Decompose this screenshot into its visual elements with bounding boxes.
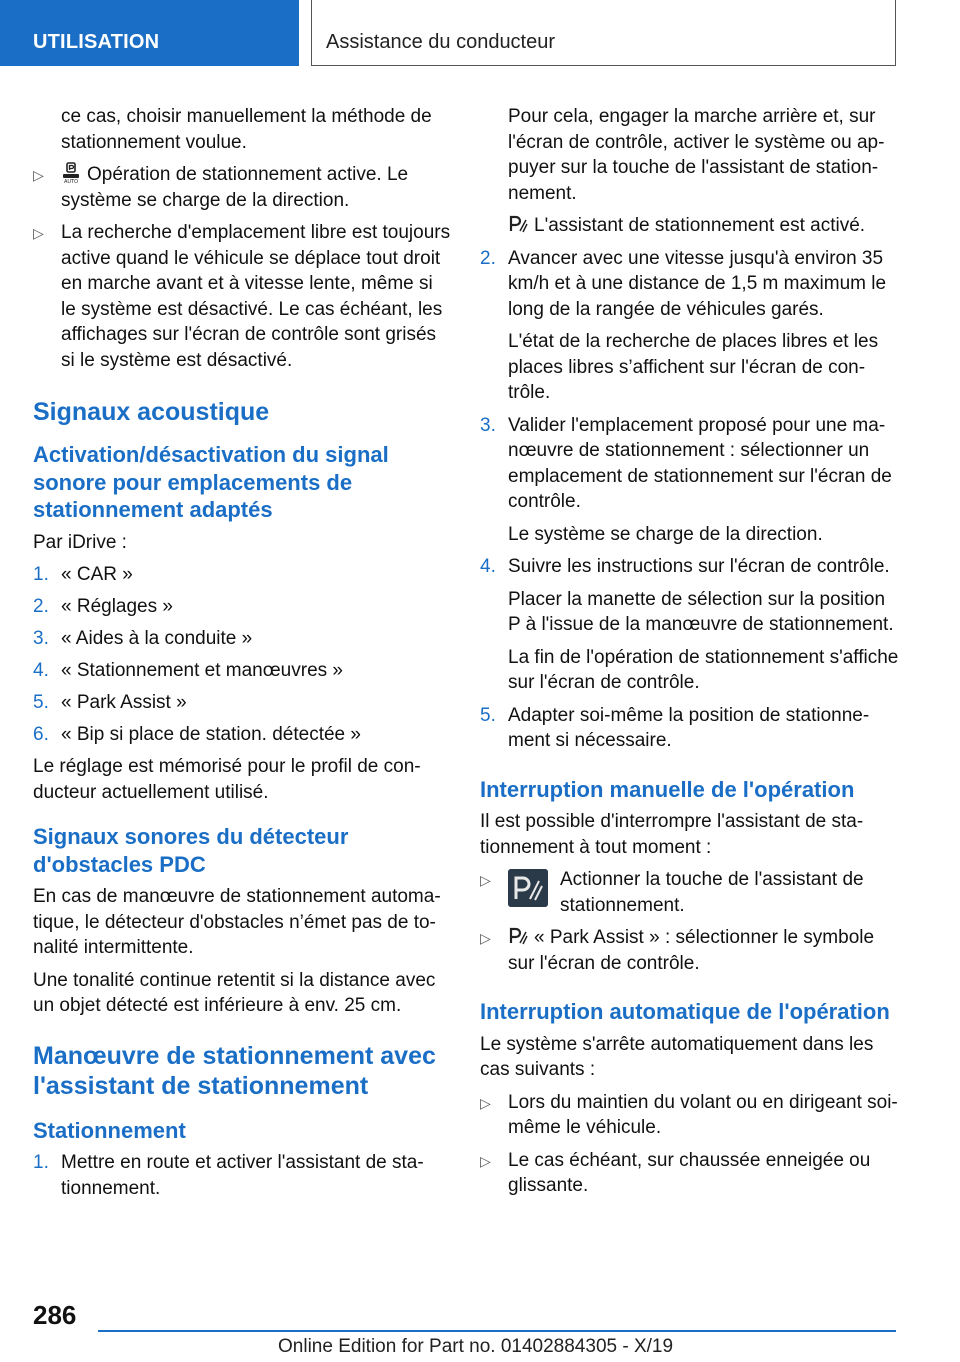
step-text: « CAR »	[61, 564, 133, 585]
activated-text	[480, 213, 900, 239]
step-text: « Réglages »	[61, 596, 173, 617]
heading-stationnement: Stationnement	[33, 1117, 186, 1143]
menu-steps-list	[33, 562, 451, 748]
heading-pdc: Signaux sonores du détecteur d'obstacles PDC	[33, 824, 349, 877]
auto-parking-icon	[61, 162, 81, 184]
step-number: 5.	[33, 692, 49, 713]
continued-text: Pour cela, engager la marche arrière et, sur l'écran de contrôle, activer le système ou appuyer sur la touche de l'assistant de stationnement.	[508, 106, 885, 204]
bullet-marker: ▷	[33, 225, 44, 241]
bullet-item	[33, 220, 451, 373]
menu-step-item	[33, 690, 451, 716]
step-text: « Park Assist »	[61, 692, 187, 713]
bullet-marker: ▷	[480, 930, 491, 946]
activated-label: L'assistant de stationnement est activé.	[534, 215, 866, 236]
memo-text: Le réglage est mémorisé pour le profil de conducteur actuellement utilisé.	[33, 756, 421, 803]
bullet-text: Actionner la touche de l'assistant de stationnement.	[560, 869, 864, 916]
pdc-text: En cas de manœuvre de stationnement automatique, le détecteur d'obstacles n’émet pas de tonalité intermittente.	[33, 886, 441, 958]
left-column	[33, 104, 451, 1208]
section-title: UTILISATION	[33, 31, 160, 53]
page-number: 286	[33, 1300, 77, 1330]
step-subtext: Le système se charge de la direction.	[508, 523, 823, 545]
footer-rule	[98, 1330, 896, 1332]
svg-text:AUTO: AUTO	[63, 179, 79, 184]
step-item	[480, 554, 900, 580]
step-item	[33, 1150, 451, 1201]
step-number: 5.	[480, 704, 496, 726]
step-number: 3.	[480, 414, 496, 436]
bullet-text: La recherche d'emplacement libre est toujours active quand le véhicule se déplace tout droit en marche avant et à vitesse lente, même si le système est désactivé. Le cas échéant, les affichages sur l'écran de contrôle sont grisés si le système est désactivé.	[61, 222, 451, 371]
step-text: Valider l'emplacement proposé pour une manœuvre de stationnement : sélectionner un emplacement de stationnement sur l'écran de contrôle.	[508, 414, 892, 512]
bullet-marker: ▷	[480, 1094, 491, 1111]
step-text: « Stationnement et manœuvres »	[61, 660, 343, 681]
step-number: 4.	[480, 556, 496, 577]
heading-interruption-manual: Interruption manuelle de l'opération	[480, 776, 855, 802]
step-number: 2.	[480, 247, 496, 269]
bullet-item	[480, 925, 900, 976]
step-text: « Aides à la conduite »	[61, 628, 253, 649]
bullet-item	[33, 162, 451, 213]
step-number: 6.	[33, 724, 49, 745]
step-item	[480, 246, 900, 323]
step-number: 2.	[33, 596, 49, 617]
bullet-item	[480, 1148, 900, 1199]
menu-step-item	[33, 562, 451, 588]
bullet-marker: ▷	[480, 872, 491, 888]
bullet-marker: ▷	[480, 1152, 491, 1169]
footer-edition: Online Edition for Part no. 01402884305 - X/19	[278, 1336, 674, 1357]
park-assist-icon	[508, 213, 528, 235]
step-subtext: La fin de l'opération de stationnement s'affiche sur l'écran de contrôle.	[508, 646, 899, 693]
bullet-text: Le cas échéant, sur chaussée enneigée ou glissante.	[508, 1149, 871, 1196]
step-text: Suivre les instructions sur l'écran de contrôle.	[508, 556, 890, 577]
auto-text: Le système s'arrête automatiquement dans les cas suivants :	[480, 1033, 874, 1080]
chapter-header	[311, 0, 896, 66]
step-number: 4.	[33, 660, 49, 681]
menu-step-item	[33, 658, 451, 684]
menu-step-item	[33, 594, 451, 620]
manual-text: Il est possible d'interrompre l'assistant de stationnement à tout moment :	[480, 811, 864, 858]
bullet-item	[480, 1090, 900, 1141]
chapter-title: Assistance du conducteur	[326, 31, 556, 53]
idrive-intro: Par iDrive :	[33, 531, 127, 553]
right-column	[480, 104, 900, 1206]
step-subtext: Placer la manette de sélection sur la position P à l'issue de la manœuvre de stationnement.	[508, 588, 894, 635]
park-assist-icon	[508, 925, 528, 947]
step-text: « Bip si place de station. détectée »	[61, 724, 361, 745]
menu-step-item	[33, 722, 451, 748]
bullet-text: Lors du maintien du volant ou en dirigeant soi-même le véhicule.	[508, 1091, 898, 1138]
section-tab	[0, 0, 299, 66]
step-subtext: L'état de la recherche de places libres et les places libres s’affichent sur l'écran de contrôle.	[508, 331, 879, 403]
bullet-marker: ▷	[33, 167, 44, 183]
bullet-text: « Park Assist » : sélectionner le symbole sur l'écran de contrôle.	[508, 927, 875, 974]
bullet-text: Opération de stationnement active. Le système se charge de la direction.	[61, 164, 409, 211]
heading-signaux: Signaux acoustique	[33, 398, 270, 426]
step-item	[480, 413, 900, 515]
pdc-text: Une tonalité continue retentit si la distance avec un objet détecté est inférieure à env. 25 cm.	[33, 969, 436, 1016]
step-number: 3.	[33, 628, 49, 649]
step-number: 1.	[33, 1152, 49, 1173]
menu-step-item	[33, 626, 451, 652]
heading-interruption-auto: Interruption automatique de l'opération	[480, 999, 890, 1024]
continued-text: ce cas, choisir manuellement la méthode de stationnement voulue.	[61, 106, 432, 153]
step-item	[480, 703, 900, 754]
step-text: Avancer avec une vitesse jusqu'à environ 35 km/h et à une distance de 1,5 m maximum le long de la rangée de véhicules garés.	[508, 247, 887, 320]
heading-activation: Activation/désactivation du signal sonore pour emplacements de stationnement adaptés	[33, 442, 389, 522]
heading-manoeuvre: Manœuvre de stationnement avec l'assistant de stationnement	[33, 1041, 436, 1100]
step-text: Adapter soi-même la position de stationnement si nécessaire.	[508, 704, 870, 751]
park-assist-button-icon	[508, 869, 548, 907]
step-number: 1.	[33, 564, 49, 585]
step-text: Mettre en route et activer l'assistant de stationnement.	[61, 1152, 424, 1199]
bullet-item	[480, 867, 900, 918]
